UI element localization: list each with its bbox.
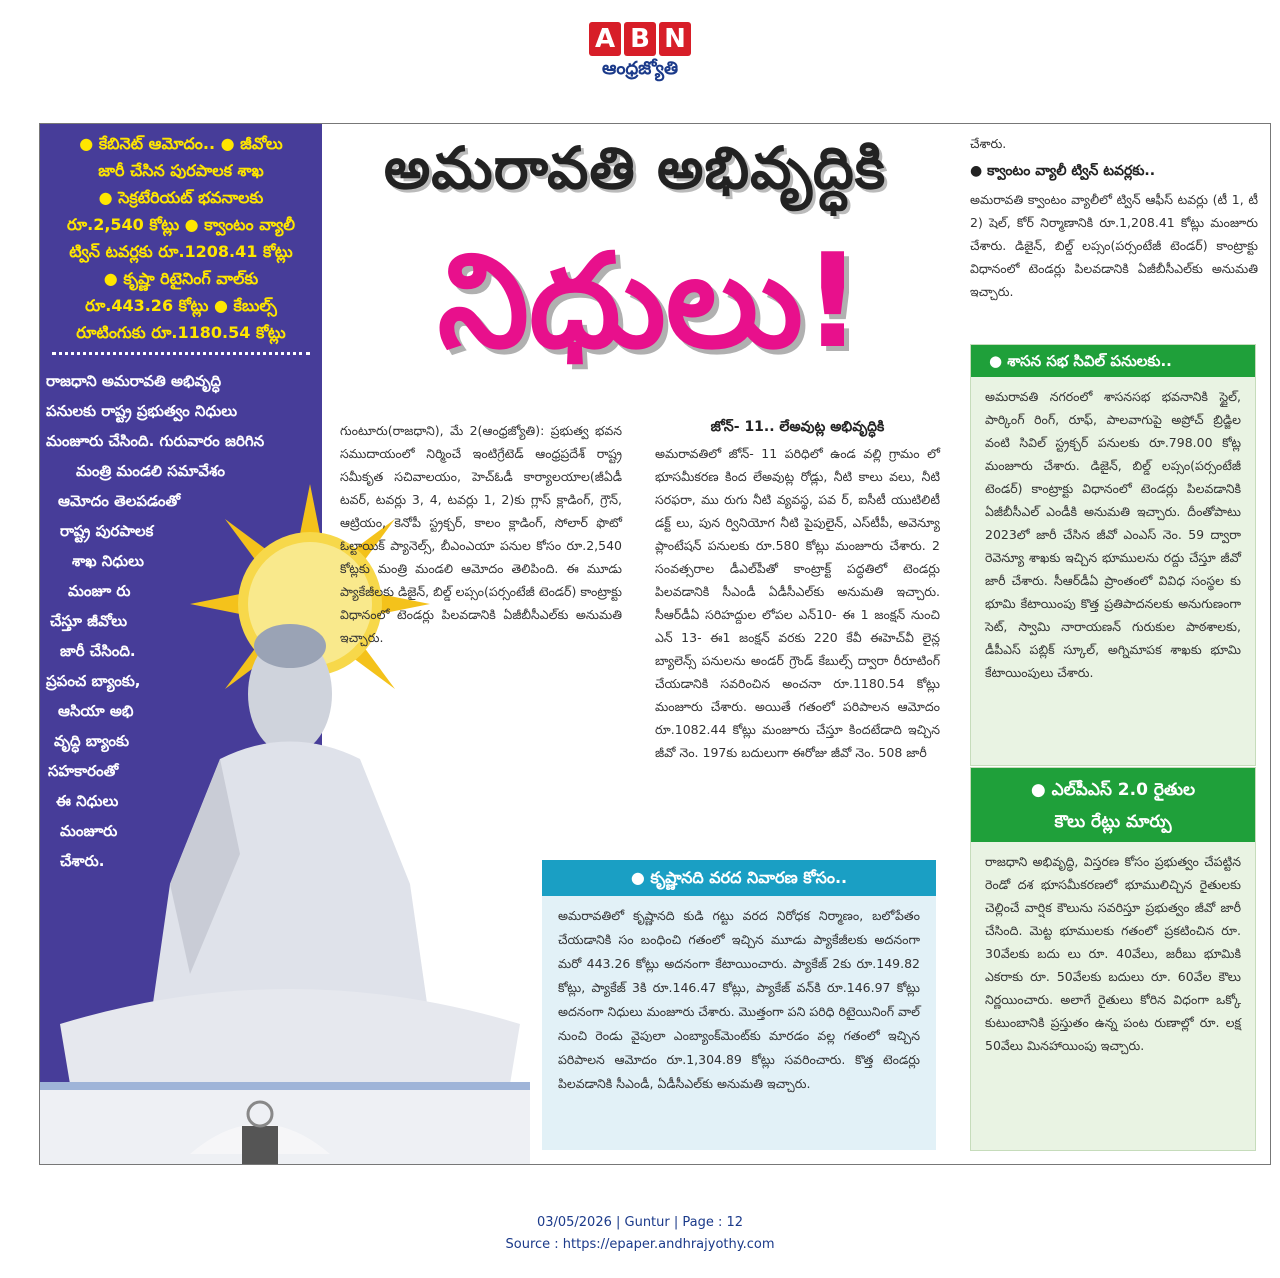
left-text-line: సహకారంతో — [48, 762, 119, 780]
highlights-list — [48, 130, 314, 346]
lps-lease-box — [970, 767, 1256, 1151]
lps-lease-heading — [971, 768, 1255, 842]
column-3-text: అమరావతి క్వాంటం వ్యాలీలో ట్విన్ ఆఫీస్ టవర్లు (టీ 1, టీ 2) షెల్, కోర్ నిర్మాణానికి రూ.1,208.41 కోట్లు మంజూరు చేశారు. డిజైన్, బిల్డ్ లప్సం(పర్సంటేజీ టెండర్) కాంట్రాక్టు విధానంలో టెండర్లు పిలవడానికి ఏజీబీసీఎల్‌కు అనుమతి ఇచ్చారు. — [970, 192, 1258, 299]
left-text-line: ఆమోదం తెలపడంతో — [58, 492, 181, 510]
highlight-line: ● కేబినెట్ ఆమోదం.. ● జీవోలు — [79, 134, 283, 153]
article-column-3 — [970, 132, 1258, 303]
highlight-line: ● కృష్ణా రిటైనింగ్ వాల్‌కు — [103, 269, 259, 288]
headline-line-1: అమరావతి అభివృద్ధికి — [383, 134, 887, 202]
left-text-line: రాష్ట్ర పురపాలక — [60, 522, 154, 540]
left-text-line: మంజూ రు — [68, 582, 131, 600]
lps-heading-line-2: కౌలు రేట్లు మార్పు — [1054, 812, 1172, 832]
column-2-heading: జోన్- 11.. లేఅవుట్ల అభివృద్ధికి — [710, 419, 885, 435]
assembly-works-text: అమరావతి నగరంలో శాసనసభ భవనానికి స్టైల్, పార్కింగ్ రింగ్, రూఫ్, పాలవాగుపై అప్రోచ్ బ్రిడ్జిల వంటి సివిల్ స్ట్రక్చర్ పనులకు రూ.798.00 కోట్ల మంజూరు చేశారు. డిజైన్, బిల్డ్ లప్సం(పర్సంటేజీ టెండర్) కాంట్రాక్టు విధానంలో టెండర్లు పిలవడానికి ఏజీబీసీఎల్ ఎండీకి అనుమతి ఇచ్చారు. దీంతోపాటు 2023లో జారీ చేసిన జీవో ఎంఎస్ నెం. 59 ద్వారా రెవెన్యూ శాఖకు ఇచ్చిన భూములను రద్దు చేస్తూ జీవో జారీ చేశారు. సీఆర్‌డీఏ ప్రాంతంలో వివిధ సంస్థల కు భూమి కేటాయింపు కొత్త ప్రతిపాదనలకు అనుగుణంగా సెట్, స్వామి నారాయణన్ గురుకుల పాఠశాలకు, డీపీఎస్ పబ్లిక్ స్కూల్, అగ్నిమాపక శాఖకు భూమి కేటాయింపులు చేశారు. — [985, 389, 1241, 680]
assembly-works-heading: ● శాసన సభ సివిల్ పనులకు.. — [971, 345, 1255, 377]
article-column-2 — [655, 419, 940, 764]
column-3-intro: చేశారు. — [970, 136, 1007, 151]
highlight-line: రూ.443.26 కోట్లు ● కేబుల్స్ — [85, 296, 277, 315]
highlight-line: రూ.2,540 కోట్లు ● క్వాంటం వ్యాలీ — [66, 215, 296, 234]
left-text-line: చేశారు. — [60, 852, 105, 870]
logo-subtitle: ఆంధ్రజ్యోతి — [601, 58, 679, 79]
footer-date-page: 03/05/2026 | Guntur | Page : 12 — [536, 1215, 744, 1230]
highlight-line: రూటింగుకు రూ.1180.54 కోట్లు — [76, 323, 286, 342]
left-text-line: శాఖ నిధులు — [72, 552, 144, 570]
headline-line-2: నిధులు! — [437, 225, 863, 377]
left-text-line: ఈ నిధులు — [56, 792, 119, 810]
left-text-line: మంజూరు చేసింది. గురువారం జరిగిన — [46, 432, 265, 450]
left-text-line: రాజధాని అమరావతి అభివృద్ధి — [46, 372, 222, 390]
lps-lease-text: రాజధాని అభివృద్ధి, విస్తరణ కోసం ప్రభుత్వం చేపట్టిన రెండో దశ భూసమీకరణలో భూములిచ్చిన రైతులకు చెల్లించే వార్షిక కౌలును సవరిస్తూ ప్రభుత్వం జీవో జారీ చేసింది. మెట్ట భూములకు గతంలో ప్రకటించిన రూ. 30వేలకు బదు లు రూ. 40వేలు, జరీబు భూమికి ఎకరాకు రూ. 50వేలకు బదులు రూ. 60వేల కౌలు నిర్ణయించారు. అలాగే రైతులు కోరిన విధంగా ఒక్కో కుటుంబానికి ప్రస్తుతం ఉన్న పంట రుణాల్లో రూ. లక్ష 50వేలు మినహాయింపు ఇచ్చారు. — [985, 854, 1241, 1053]
footer-source-link[interactable]: Source : https://epaper.andhrajyothy.com — [505, 1237, 775, 1252]
left-text-line: జారీ చేసింది. — [60, 642, 136, 660]
article-column-1: గుంటూరు(రాజధాని), మే 2(ఆంధ్రజ్యోతి): ప్రభుత్వ భవన సముదాయంలో నిర్మించే ఇంటిగ్రేటెడ్ ఆంధ్రప్రదేశ్ రాష్ట్ర సమీకృత సచివాలయం, హెచ్‌ఓడీ కార్యాలయాల(జీఏడీ టవర్, టవర్లు 3, 4, టవర్లు 1, 2)కు గ్లాస్ క్లాడింగ్, గ్రౌన్, ఆట్రియం, కెనోపీ స్ట్రక్చర్, కాలం క్లాడింగ్, సోలార్ ఫొటో ఓల్టాయిక్ ప్యానెల్స్, బీఎంఎయా పనుల కోసం రూ.2,540 కోట్లకు మంత్రి మండలి ఆమోదం తెలిపింది. ఈ మూడు ప్యాకేజీలకు డిజైన్, బిల్డ్ లప్సం(పర్సంటేజీ టెండర్) కాంట్రాక్టు విధానంలో టెండర్లు పిలవడానికి ఏజీబీసీఎల్‌కు అనుమతి ఇచ్చారు. — [340, 423, 622, 645]
abn-logo-letters — [585, 22, 695, 56]
left-text-line: మంత్రి మండలి సమావేశం — [76, 462, 225, 480]
page-footer — [0, 1212, 1280, 1256]
logo-letter-a: A — [589, 22, 621, 56]
assembly-works-box — [970, 344, 1256, 766]
column-2-text: అమరావతిలో జోన్- 11 పరిధిలో ఉండ వల్లి గ్రామం లో భూసమీకరణ కింద లేఅవుట్ల రోడ్లు, నీటి కాలు వలు, నీటి సరఫరా, ము రుగు నీటి వ్యవస్థ, పవ ర్, ఐసీటీ యుటిలిటీ డక్ట్ లు, పున ర్వినియోగ నీటి పైపులైన్, ఎస్‌టీపీ, అవెన్యూ ప్లాంటేషన్ పనులకు రూ.580 కోట్లు మంజూరు చేశారు. 2 సంవత్సరాల డీఎల్‌పీతో కాంట్రాక్ట్ పద్ధతిలో టెండర్లు పిలవడానికి సీఎండీ ఏడీసీఎల్‌కు అనుమతి ఇచ్చారు. సీఆర్‌డీఏ సరిహద్దుల లోపల ఎన్10- ఈ 1 జంక్షన్ నుంచి ఎన్ 13- ఈ1 జంక్షన్ వరకు 220 కేవీ ఈహెచ్‌వీ లైన్ల బ్యాలెన్స్ పనులను అండర్ గ్రౌండ్ కేబుల్స్ ద్వారా రీరూటింగ్ చేయడానికి సవరించిన అంచనా రూ.1180.54 కోట్లు మంజూరు చేశారు. అయితే గతంలో పరిపాలన ఆమోదం రూ.1082.44 కోట్లు మంజూరు చేస్తూ కిందటేడాది ఇచ్చిన జీవో నెం. 197కు బదులుగా ఈరోజు జీవో నెం. 508 జారీ — [655, 446, 940, 760]
left-text-line: ప్రపంచ బ్యాంకు, — [46, 672, 141, 690]
left-text-line: వృద్ధి బ్యాంకు — [54, 732, 130, 750]
krishna-flood-text: అమరావతిలో కృష్ణానది కుడి గట్టు వరద నిరోధక నిర్మాణం, బలోపేతం చేయడానికి సం బంధించి గతంలో ఇచ్చిన మూడు ప్యాకేజీలకు అదనంగా మరో 443.26 కోట్లు అదనంగా కేటాయించారు. ప్యాకేజ్ 2కు రూ.149.82 కోట్లు, ప్యాకేజ్ 3కి రూ.146.47 కోట్లు, ప్యాకేజ్ వన్‌కి రూ.146.97 కోట్లు అదనంగా నిధులు మంజూరు చేశారు. మొత్తంగా పని పరిధి రిటైయినింగ్ వాల్ నుంచి రెండు వైపులా ఎంబ్యాంక్‌మెంట్‌కు మారడం వల్ల గతంలో ఇచ్చిన పరిపాలన ఆమోదం రూ.1,304.89 కోట్లు సవరించారు. కొత్త టెండర్లు పిలవడానికి సీఎండీ, ఏడీసీఎల్‌కు అనుమతి ఇచ్చారు. — [558, 908, 920, 1091]
logo-letter-n: N — [659, 22, 691, 56]
krishna-flood-box — [542, 860, 936, 1150]
left-text-line: మంజూరు — [60, 822, 118, 840]
left-text-line: పనులకు రాష్ట్ర ప్రభుత్వం నిధులు — [46, 402, 238, 420]
article-frame — [39, 123, 1271, 1165]
highlight-line: ● సెక్రటేరియట్ భవనాలకు — [98, 188, 264, 207]
dotted-divider — [52, 352, 310, 355]
krishna-flood-heading: ● కృష్ణానది వరద నివారణ కోసం.. — [542, 860, 936, 896]
highlight-line: జారీ చేసిన పురపాలక శాఖ — [98, 161, 264, 180]
logo-letter-b: B — [624, 22, 656, 56]
lps-heading-line-1: ● ఎల్‌పీఎస్ 2.0 రైతుల — [1030, 780, 1196, 800]
column-3-heading: ● క్వాంటం వ్యాలీ ట్విన్ టవర్లకు.. — [970, 163, 1156, 179]
left-text-line: చేస్తూ జీవోలు — [50, 612, 128, 630]
left-text-line: ఆసియా అభి — [58, 702, 134, 720]
abn-andhrajyothy-logo — [585, 22, 695, 92]
highlight-line: ట్విన్ టవర్లకు రూ.1208.41 కోట్లు — [69, 242, 293, 261]
